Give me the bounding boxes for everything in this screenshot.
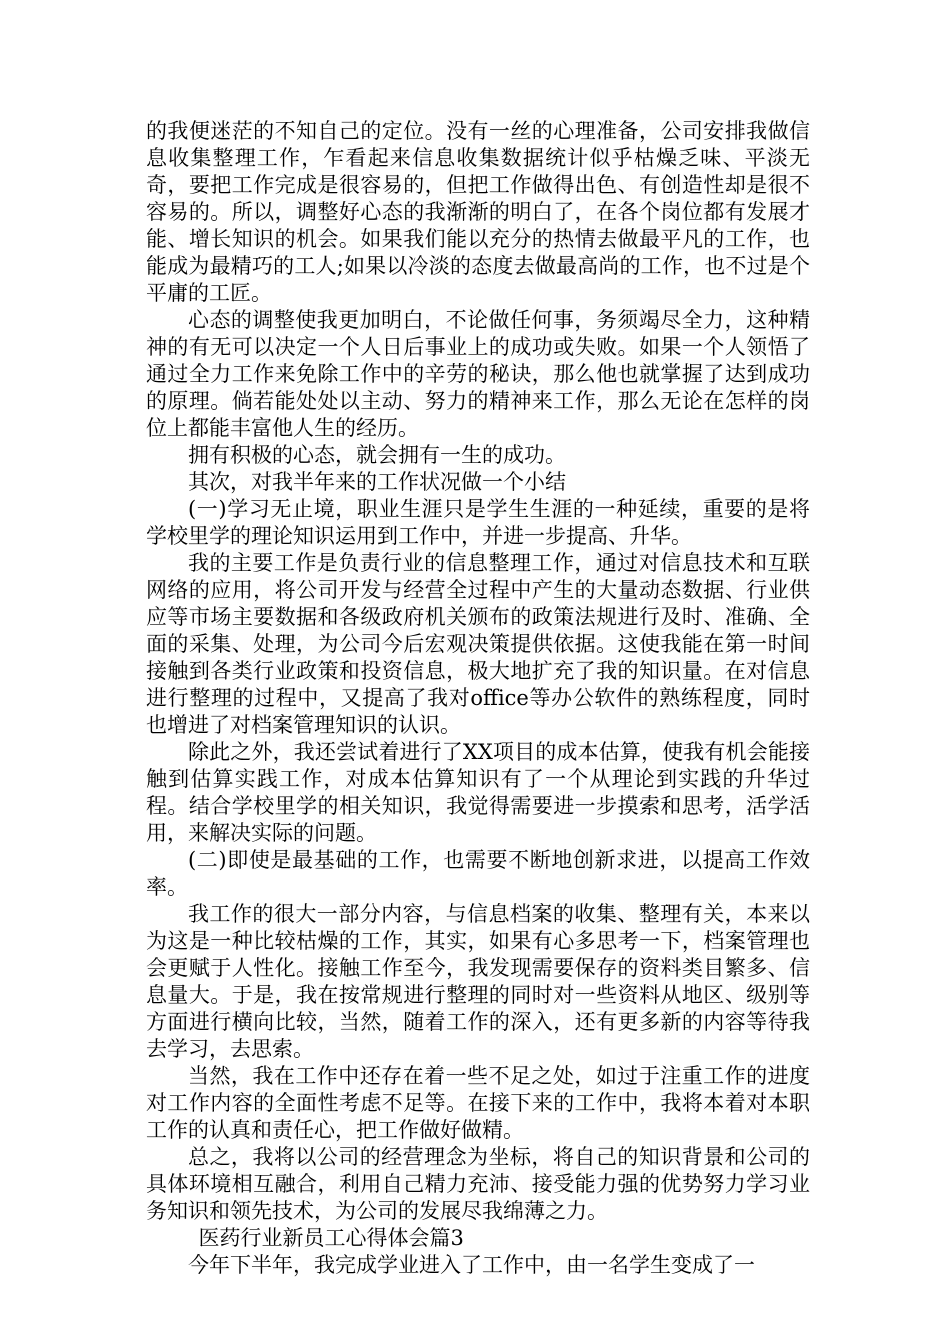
paragraph-cost-estimation: 除此之外，我还尝试着进行了XX项目的成本估算，使我有机会能接触到估算实践工作，对成本估算知识有了一个从理论到实践的升华过程。结合学校里学的相关知识，我觉得需要进一步摸索和思考，活学活用，来解决实际的问题。	[146, 740, 810, 845]
paragraph-section-two: (二)即使是最基础的工作，也需要不断地创新求进，以提高工作效率。	[146, 848, 810, 899]
paragraph-shortcomings: 当然，我在工作中还存在着一些不足之处，如过于注重工作的进度对工作内容的全面性考虑不足等。在接下来的工作中，我将本着对本职工作的认真和责任心，把工作做好做精。	[146, 1064, 810, 1142]
paragraph-continuation: 的我便迷茫的不知自己的定位。没有一丝的心理准备，公司安排我做信息收集整理工作，乍看起来信息收集数据统计似乎枯燥乏味、平淡无奇，要把工作完成是很容易的，但把工作做得出色、有创造性却是很不容易的。所以，调整好心态的我渐渐的明白了，在各个岗位都有发展才能、增长知识的机会。如果我们能以充分的热情去做最平凡的工作，也能成为最精巧的工人;如果以冷淡的态度去做最高尚的工作，也不过是个平庸的工匠。	[146, 119, 810, 305]
paragraph-archive-work: 我工作的很大一部分内容，与信息档案的收集、整理有关，本来以为这是一种比较枯燥的工作，其实，如果有心多思考一下，档案管理也会更赋于人性化。接触工作至今，我发现需要保存的资料类目繁多、信息量大。于是，我在按常规进行整理的同时对一些资料从地区、级别等方面进行横向比较，当然，随着工作的深入，还有更多新的内容等待我去学习，去思索。	[146, 902, 810, 1061]
paragraph-section-one: (一)学习无止境，职业生涯只是学生生涯的一种延续，重要的是将学校里学的理论知识运用到工作中，并进一步提高、升华。	[146, 497, 810, 548]
section-heading: 医药行业新员工心得体会篇3	[198, 1226, 464, 1250]
paragraph-summary-intro: 其次，对我半年来的工作状况做一个小结	[188, 470, 566, 494]
paragraph-mindset: 心态的调整使我更加明白，不论做任何事，务须竭尽全力，这种精神的有无可以决定一个人日后事业上的成功或失败。如果一个人领悟了通过全力工作来免除工作中的辛劳的秘诀，那么他也就掌握了达到成功的原理。倘若能处处以主动、努力的精神来工作，那么无论在怎样的岗位上都能丰富他人生的经历。	[146, 308, 810, 440]
paragraph-main-work: 我的主要工作是负责行业的信息整理工作，通过对信息技术和互联网络的应用，将公司开发与经营全过程中产生的大量动态数据、行业供应等市场主要数据和各级政府机关颁布的政策法规进行及时、准确、全面的采集、处理，为公司今后宏观决策提供依据。这使我能在第一时间接触到各类行业政策和投资信息，极大地扩充了我的知识量。在对信息进行整理的过程中，又提高了我对office等办公软件的熟练程度，同时也增进了对档案管理知识的认识。	[146, 551, 810, 737]
document-body	[146, 118, 810, 1279]
paragraph-next-article: 今年下半年，我完成学业进入了工作中，由一名学生变成了一	[188, 1253, 755, 1277]
paragraph-positive-attitude: 拥有积极的心态，就会拥有一生的成功。	[188, 443, 566, 467]
paragraph-conclusion: 总之，我将以公司的经营理念为坐标，将自己的知识背景和公司的具体环境相互融合，利用自己精力充沛、接受能力强的优势努力学习业务知识和领先技术，为公司的发展尽我绵薄之力。	[146, 1145, 810, 1223]
